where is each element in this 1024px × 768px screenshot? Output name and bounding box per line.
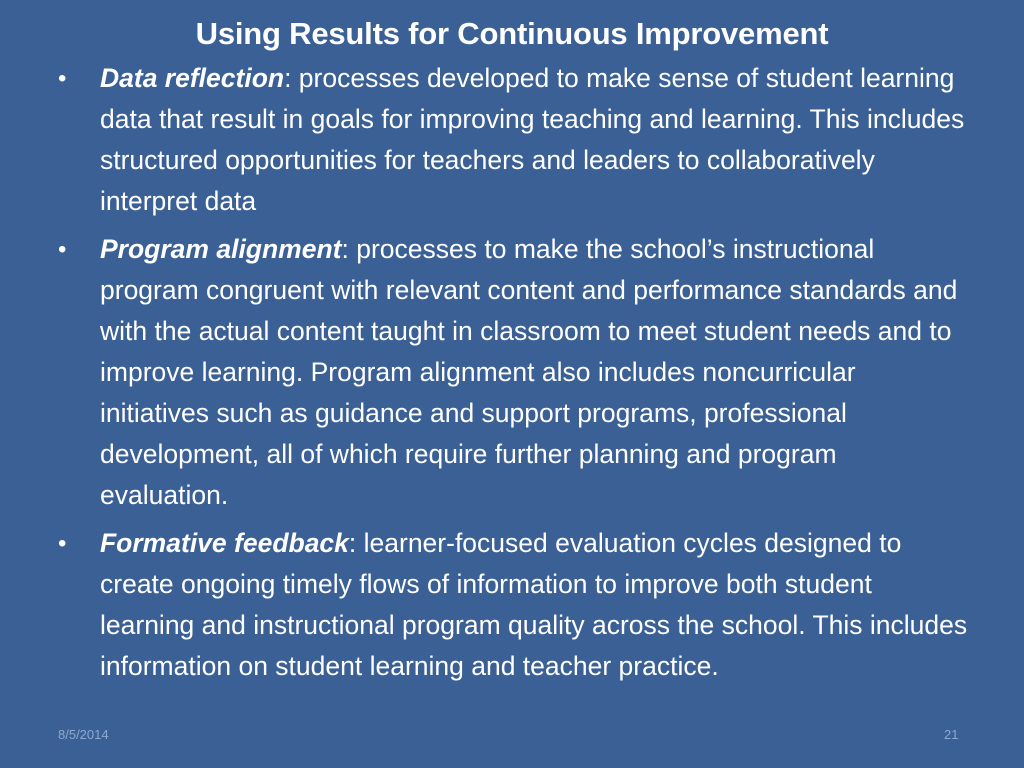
bullet-item-program-alignment — [58, 229, 970, 516]
bullet-text: : processes developed to make sense of student learning data that result in goals for improving teaching and learning. This includes structured opportunities for teachers and leaders to collaboratively interpret data — [100, 63, 965, 216]
bullet-text: : processes to make the school’s instructional program congruent with relevant content and performance standards and with the actual content taught in classroom to meet student needs and to improve learning. Program alignment also includes noncurricular initiatives such as guidance and support programs, professional development, all of which require further planning and program evaluation. — [100, 234, 958, 510]
bullet-term: Formative feedback — [100, 528, 349, 558]
bullet-marker: • — [58, 236, 67, 263]
bullet-marker: • — [58, 530, 67, 557]
slide-number: 21 — [944, 727, 959, 742]
bullet-term: Data reflection — [100, 63, 285, 93]
bullet-list — [58, 58, 970, 694]
bullet-text: : learner-focused evaluation cycles designed to create ongoing timely flows of information to improve both student learning and instructional program quality across the school. This includes information on student learning and teacher practice. — [100, 528, 968, 681]
bullet-term: Program alignment — [100, 234, 342, 264]
bullet-marker: • — [58, 65, 67, 92]
bullet-item-data-reflection — [58, 58, 970, 222]
bullet-item-formative-feedback — [58, 523, 970, 687]
slide-title: Using Results for Continuous Improvement — [195, 16, 829, 51]
footer-date: 8/5/2014 — [58, 727, 109, 742]
